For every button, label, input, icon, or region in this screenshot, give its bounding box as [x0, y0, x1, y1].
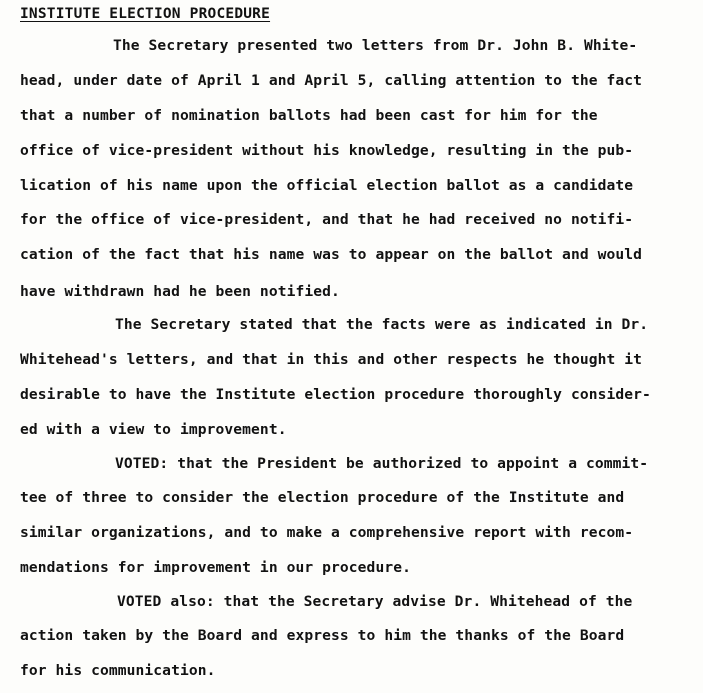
text-line: for the office of vice-president, and that he had received no notifi- [20, 211, 634, 228]
text-line: lication of his name upon the official election ballot as a candidate [20, 177, 634, 194]
text-line: have withdrawn had he been notified. [20, 283, 340, 300]
text-line: ed with a view to improvement. [20, 421, 287, 438]
text-line: that a number of nomination ballots had been cast for him for the [20, 107, 598, 124]
text-line: tee of three to consider the election procedure of the Institute and [20, 489, 625, 506]
text-line: The Secretary presented two letters from Dr. John B. White- [113, 37, 638, 54]
text-line: VOTED also: that the Secretary advise Dr. Whitehead of the [117, 593, 633, 610]
section-heading: INSTITUTE ELECTION PROCEDURE [20, 6, 271, 22]
text-line: office of vice-president without his knowledge, resulting in the pub- [20, 142, 634, 159]
text-line: for his communication. [20, 662, 216, 679]
text-line: Whitehead's letters, and that in this and other respects he thought it [20, 351, 643, 368]
text-line: similar organizations, and to make a comprehensive report with recom- [20, 524, 634, 541]
text-line: action taken by the Board and express to him the thanks of the Board [20, 627, 625, 644]
text-line: VOTED: that the President be authorized to appoint a commit- [115, 455, 649, 472]
text-line: head, under date of April 1 and April 5, calling attention to the fact [20, 72, 643, 89]
text-line: desirable to have the Institute election procedure thoroughly consider- [20, 386, 651, 403]
text-line: cation of the fact that his name was to appear on the ballot and would [20, 246, 643, 263]
text-line: The Secretary stated that the facts were as indicated in Dr. [115, 316, 649, 333]
text-line: mendations for improvement in our procedure. [20, 559, 411, 576]
